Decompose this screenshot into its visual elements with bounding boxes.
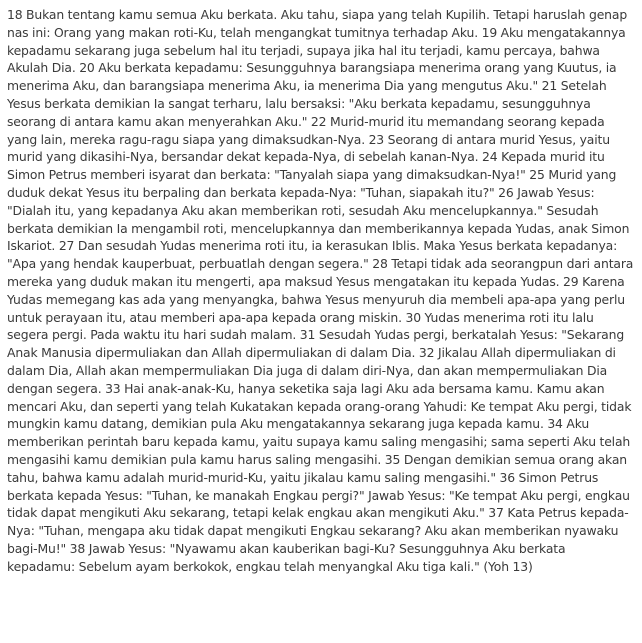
scripture-passage: 18 Bukan tentang kamu semua Aku berkata. Aku tahu, siapa yang telah Kupilih. Tetapi haruslah genap nas ini: Orang yang makan roti-Ku, telah mengangkat tumitnya terhadap Aku. 19 Aku mengatakannya kepadamu sekarang juga sebelum hal itu terjadi, supaya jika hal itu terjadi, kamu percaya, bahwa Akulah Dia. 20 Aku berkata kepadamu: Sesungguhnya barangsiapa menerima orang yang Kuutus, ia menerima Aku, dan barangsiapa menerima Aku, ia menerima Dia yang mengutus Aku." 21 Setelah Yesus berkata demikian Ia sangat terharu, lalu bersaksi: "Aku berkata kepadamu, sesungguhnya seorang di antara kamu akan menyerahkan Aku." 22 Murid-murid itu memandang seorang kepada yang lain, mereka ragu-ragu siapa yang dimaksudkan-Nya. 23 Seorang di antara murid Yesus, yaitu murid yang dikasihi-Nya, bersandar dekat kepada-Nya, di sebelah kanan-Nya. 24 Kepada murid itu Simon Petrus memberi isyarat dan berkata: "Tanyalah siapa yang dimaksudkan-Nya!" 25 Murid yang duduk dekat Yesus itu berpaling dan berkata kepada-Nya: "Tuhan, siapakah itu?" 26 Jawab Yesus: "Dialah itu, yang kepadanya Aku akan memberikan roti, sesudah Aku mencelupkannya." Sesudah berkata demikian Ia mengambil roti, mencelupkannya dan memberikannya kepada Yudas, anak Simon Iskariot. 27 Dan sesudah Yudas menerima roti itu, ia kerasukan Iblis. Maka Yesus berkata kepadanya: "Apa yang hendak kauperbuat, perbuatlah dengan segera." 28 Tetapi tidak ada seorangpun dari antara mereka yang duduk makan itu mengerti, apa maksud Yesus mengatakan itu kepada Yudas. 29 Karena Yudas memegang kas ada yang menyangka, bahwa Yesus menyuruh dia membeli apa-apa yang perlu untuk perayaan itu, atau memberi apa-apa kepada orang miskin. 30 Yudas menerima roti itu lalu segera pergi. Pada waktu itu hari sudah malam. 31 Sesudah Yudas pergi, berkatalah Yesus: "Sekarang Anak Manusia dipermuliakan dan Allah dipermuliakan di dalam Dia. 32 Jikalau Allah dipermuliakan di dalam Dia, Allah akan mempermuliakan Dia juga di dalam diri-Nya, dan akan mempermuliakan Dia dengan segera. 33 Hai anak-anak-Ku, hanya seketika saja lagi Aku ada bersama kamu. Kamu akan mencari Aku, dan seperti yang telah Kukatakan kepada orang-orang Yahudi: Ke tempat Aku pergi, tidak mungkin kamu datang, demikian pula Aku mengatakannya sekarang juga kepada kamu. 34 Aku memberikan perintah baru kepada kamu, yaitu supaya kamu saling mengasihi; sama seperti Aku telah mengasihi kamu demikian pula kamu harus saling mengasihi. 35 Dengan demikian semua orang akan tahu, bahwa kamu adalah murid-murid-Ku, yaitu jikalau kamu saling mengasihi." 36 Simon Petrus berkata kepada Yesus: "Tuhan, ke manakah Engkau pergi?" Jawab Yesus: "Ke tempat Aku pergi, engkau tidak dapat mengikuti Aku sekarang, tetapi kelak engkau akan mengikuti Aku." 37 Kata Petrus kepada-Nya: "Tuhan, mengapa aku tidak dapat mengikuti Engkau sekarang? Aku akan memberikan nyawaku bagi-Mu!" 38 Jawab Yesus: "Nyawamu akan kauberikan bagi-Ku? Sesungguhnya Aku berkata kepadamu: Sebelum ayam berkokok, engkau telah menyangkal Aku tiga kali." (Yoh 13) bbox=[7, 7, 634, 574]
